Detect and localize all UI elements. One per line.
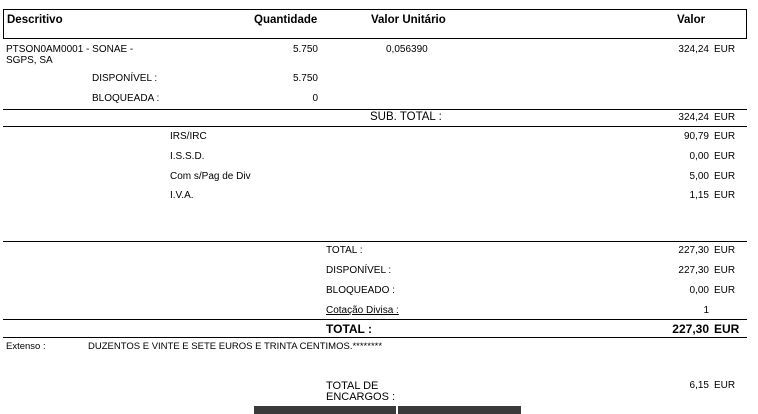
- tax-currency: EUR: [714, 171, 736, 182]
- grand-total-currency: EUR: [714, 322, 740, 336]
- tax-label: I.V.A.: [170, 190, 194, 201]
- total-value: 227,30: [678, 245, 709, 256]
- encargos-currency: EUR: [714, 380, 736, 391]
- divider-subtotal-top: [3, 109, 747, 110]
- total-currency: EUR: [714, 245, 736, 256]
- subtotal-currency: EUR: [714, 112, 736, 123]
- item-quantity: 5.750: [292, 44, 318, 55]
- divider-totals-top: [3, 241, 747, 242]
- grand-total-label: TOTAL :: [326, 322, 372, 336]
- item-currency: EUR: [714, 44, 736, 55]
- total-bloqueado-value: 0,00: [689, 285, 709, 296]
- tax-currency: EUR: [714, 190, 736, 201]
- tax-label: I.S.S.D.: [170, 151, 205, 162]
- grand-total-value: 227,30: [672, 322, 709, 336]
- extenso-label: Extenso :: [6, 341, 46, 352]
- item-descritivo-line2: SGPS, SA: [6, 55, 53, 66]
- divider-grand-total-top: [3, 319, 747, 320]
- divider-subtotal-bottom: [3, 126, 747, 127]
- total-disponivel-value: 227,30: [678, 265, 709, 276]
- total-disponivel-label: DISPONÍVEL :: [326, 265, 392, 276]
- tax-label: Com s/Pag de Div: [170, 171, 251, 182]
- divider-grand-total-bottom: [3, 337, 747, 338]
- tax-currency: EUR: [714, 131, 736, 142]
- bloqueada-label: BLOQUEADA :: [92, 93, 160, 104]
- total-bloqueado-label: BLOQUEADO :: [326, 285, 395, 296]
- header-valor-unitario: Valor Unitário: [371, 14, 446, 26]
- disponivel-label: DISPONÍVEL :: [92, 73, 158, 84]
- header-quantidade: Quantidade: [254, 14, 318, 26]
- item-value: 324,24: [678, 44, 709, 55]
- disponivel-value: 5.750: [292, 73, 318, 84]
- item-unit-value: 0,056390: [386, 44, 428, 55]
- encargos-value: 6,15: [689, 380, 709, 391]
- bloqueada-value: 0: [312, 93, 318, 104]
- encargos-label-line2: ENCARGOS :: [326, 391, 396, 403]
- tax-value: 1,15: [689, 190, 709, 201]
- header-valor: Valor: [677, 14, 706, 26]
- cotacao-divisa-label: Cotação Divisa :: [326, 305, 399, 316]
- header-descritivo: Descritivo: [7, 14, 63, 26]
- tax-value: 90,79: [683, 131, 709, 142]
- cotacao-divisa-value: 1: [703, 305, 709, 316]
- subtotal-value: 324,24: [678, 112, 709, 123]
- item-descritivo-line1: PTSON0AM0001 - SONAE -: [6, 44, 134, 55]
- total-disponivel-currency: EUR: [714, 265, 736, 276]
- total-bloqueado-currency: EUR: [714, 285, 736, 296]
- total-label: TOTAL :: [326, 245, 363, 256]
- footer-bar-left: [254, 406, 396, 414]
- subtotal-label: SUB. TOTAL :: [370, 111, 442, 123]
- encargos-label-line1: TOTAL DE: [326, 380, 379, 392]
- tax-currency: EUR: [714, 151, 736, 162]
- tax-value: 0,00: [689, 151, 709, 162]
- tax-label: IRS/IRC: [170, 131, 207, 142]
- footer-bar-right: [398, 406, 521, 414]
- extenso-value: DUZENTOS E VINTE E SETE EUROS E TRINTA CENTIMOS.********: [88, 341, 383, 352]
- tax-value: 5,00: [689, 171, 709, 182]
